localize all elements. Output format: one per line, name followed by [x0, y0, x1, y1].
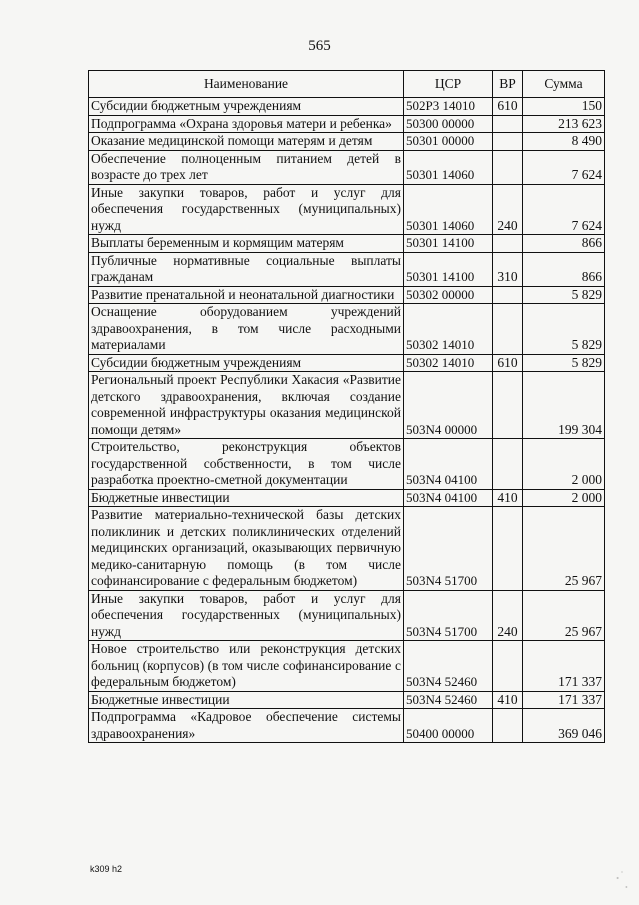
table-row [89, 590, 605, 641]
table-row [89, 507, 605, 591]
table-row [89, 133, 605, 151]
cell-name: Публичные нормативные социальные выплаты гражданам [89, 252, 404, 286]
cell-name: Иные закупки товаров, работ и услуг для обеспечения государственных (муниципальных) нужд [89, 184, 404, 235]
cell-name: Оснащение оборудованием учреждений здравоохранения, в том числе расходными материалами [89, 304, 404, 355]
cell-sum: 150 [523, 98, 605, 116]
table-row [89, 709, 605, 743]
cell-csr: 50301 14100 [404, 252, 493, 286]
table-row [89, 252, 605, 286]
cell-name: Субсидии бюджетным учреждениям [89, 354, 404, 372]
table-row [89, 641, 605, 692]
cell-name: Бюджетные инвестиции [89, 489, 404, 507]
cell-vr [493, 235, 523, 253]
table-row [89, 354, 605, 372]
table-row [89, 691, 605, 709]
table-row [89, 115, 605, 133]
cell-vr: 240 [493, 590, 523, 641]
cell-sum: 2 000 [523, 489, 605, 507]
cell-name: Оказание медицинской помощи матерям и детям [89, 133, 404, 151]
cell-sum: 171 337 [523, 691, 605, 709]
cell-sum: 866 [523, 235, 605, 253]
cell-csr: 50301 00000 [404, 133, 493, 151]
cell-name: Иные закупки товаров, работ и услуг для обеспечения государственных (муниципальных) нужд [89, 590, 404, 641]
cell-name: Подпрограмма «Кадровое обеспечение системы здравоохранения» [89, 709, 404, 743]
cell-vr [493, 286, 523, 304]
table-row [89, 98, 605, 116]
header-sum: Сумма [523, 71, 605, 98]
cell-vr: 610 [493, 98, 523, 116]
cell-csr: 50302 14010 [404, 354, 493, 372]
cell-csr: 50300 00000 [404, 115, 493, 133]
cell-csr: 503N4 52460 [404, 641, 493, 692]
cell-sum: 5 829 [523, 354, 605, 372]
cell-name: Выплаты беременным и кормящим матерям [89, 235, 404, 253]
cell-sum: 7 624 [523, 184, 605, 235]
cell-name: Развитие материально-технической базы детских поликлиник и детских поликлинических отделений медицинских организаций, оказывающих первичную медико-санитарную помощь (в том числе софинансирование с федеральным бюджетом) [89, 507, 404, 591]
table-row [89, 184, 605, 235]
cell-name: Развитие пренатальной и неонатальной диагностики [89, 286, 404, 304]
cell-vr [493, 507, 523, 591]
cell-sum: 5 829 [523, 304, 605, 355]
table-row [89, 372, 605, 439]
cell-sum: 7 624 [523, 150, 605, 184]
cell-vr: 610 [493, 354, 523, 372]
cell-vr [493, 133, 523, 151]
cell-csr: 50301 14100 [404, 235, 493, 253]
cell-sum: 5 829 [523, 286, 605, 304]
page-number: 565 [308, 38, 331, 54]
cell-csr: 50301 14060 [404, 150, 493, 184]
cell-vr [493, 115, 523, 133]
cell-csr: 50302 00000 [404, 286, 493, 304]
table-row [89, 304, 605, 355]
cell-csr: 50302 14010 [404, 304, 493, 355]
table-header-row [89, 71, 605, 98]
cell-vr: 410 [493, 691, 523, 709]
cell-sum: 8 490 [523, 133, 605, 151]
cell-sum: 171 337 [523, 641, 605, 692]
cell-name: Обеспечение полноценным питанием детей в возрасте до трех лет [89, 150, 404, 184]
cell-sum: 25 967 [523, 590, 605, 641]
cell-name: Субсидии бюджетным учреждениям [89, 98, 404, 116]
cell-sum: 199 304 [523, 372, 605, 439]
cell-csr: 503N4 51700 [404, 590, 493, 641]
cell-csr: 50301 14060 [404, 184, 493, 235]
cell-vr: 310 [493, 252, 523, 286]
cell-csr: 502Р3 14010 [404, 98, 493, 116]
cell-vr [493, 372, 523, 439]
table-row [89, 439, 605, 490]
cell-csr: 503N4 00000 [404, 372, 493, 439]
cell-sum: 2 000 [523, 439, 605, 490]
table-row [89, 286, 605, 304]
header-name: Наименование [89, 71, 404, 98]
cell-csr: 503N4 04100 [404, 489, 493, 507]
table-row [89, 235, 605, 253]
table-row [89, 150, 605, 184]
cell-name: Подпрограмма «Охрана здоровья матери и ребенка» [89, 115, 404, 133]
cell-csr: 503N4 52460 [404, 691, 493, 709]
cell-sum: 25 967 [523, 507, 605, 591]
budget-table [88, 70, 605, 743]
table-row [89, 489, 605, 507]
cell-sum: 213 623 [523, 115, 605, 133]
cell-vr: 240 [493, 184, 523, 235]
cell-csr: 50400 00000 [404, 709, 493, 743]
scan-speck [611, 866, 633, 896]
cell-vr [493, 439, 523, 490]
header-vr: ВР [493, 71, 523, 98]
cell-name: Новое строительство или реконструкция детских больниц (корпусов) (в том числе софинансирование с федеральным бюджетом) [89, 641, 404, 692]
cell-vr [493, 709, 523, 743]
cell-name: Строительство, реконструкция объектов государственной собственности, в том числе разработка проектно-сметной документации [89, 439, 404, 490]
cell-name: Региональный проект Республики Хакасия «Развитие детского здравоохранения, включая создание современной инфраструктуры оказания медицинской помощи детям» [89, 372, 404, 439]
footer-code: k309 h2 [90, 864, 123, 874]
cell-csr: 503N4 04100 [404, 439, 493, 490]
cell-name: Бюджетные инвестиции [89, 691, 404, 709]
cell-csr: 503N4 51700 [404, 507, 493, 591]
cell-vr [493, 304, 523, 355]
cell-sum: 866 [523, 252, 605, 286]
cell-vr [493, 641, 523, 692]
cell-vr [493, 150, 523, 184]
header-csr: ЦСР [404, 71, 493, 98]
cell-vr: 410 [493, 489, 523, 507]
cell-sum: 369 046 [523, 709, 605, 743]
